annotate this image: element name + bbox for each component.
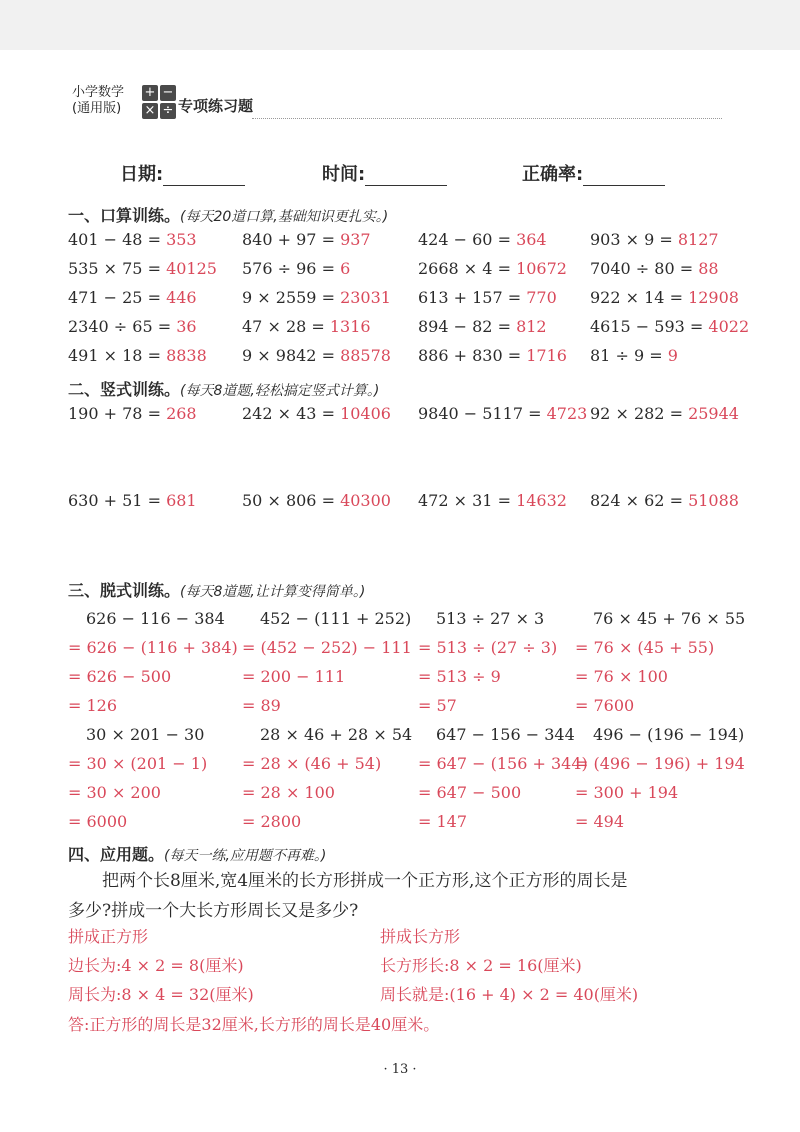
stepwise-problem: [242, 604, 412, 720]
time-label: 时间:: [322, 164, 366, 185]
problem-question: 424 − 60 =: [418, 230, 517, 249]
stepwise-step: = 6000: [68, 812, 128, 831]
stepwise-step: = 200 − 111: [242, 667, 346, 686]
time-field: [322, 160, 447, 186]
section-vertical-title: [68, 377, 379, 400]
stepwise-step: = 89: [242, 696, 281, 715]
problem-item: [590, 230, 719, 249]
section-stepwise-title: [68, 578, 365, 601]
solution-rectangle-heading: 拼成长方形: [380, 927, 461, 946]
problem-question: 401 − 48 =: [68, 230, 167, 249]
problem-answer: 8838: [166, 346, 207, 365]
section-note: (每天一练,应用题不再难。): [164, 848, 327, 864]
problem-item: [590, 288, 739, 307]
section-title-text: 一、口算训练。: [68, 206, 181, 225]
problem-question: 491 × 18 =: [68, 346, 167, 365]
problem-answer: 40300: [340, 491, 391, 510]
problem-answer: 681: [166, 491, 197, 510]
problem-answer: 364: [516, 230, 547, 249]
problem-question: 840 + 97 =: [242, 230, 341, 249]
problem-answer: 36: [176, 317, 197, 336]
problem-row: [68, 346, 748, 375]
minus-icon: −: [160, 85, 176, 101]
problem-item: [590, 491, 739, 510]
accuracy-field: [522, 160, 665, 186]
problem-item: [68, 317, 197, 336]
word-problem-text: [68, 866, 748, 926]
problem-question: 2340 ÷ 65 =: [68, 317, 177, 336]
page-number: · 13 ·: [383, 1062, 417, 1077]
stepwise-step: = 7600: [575, 696, 635, 715]
problem-question: 81 ÷ 9 =: [590, 346, 668, 365]
problem-answer: 6: [340, 259, 351, 278]
problem-answer: 446: [166, 288, 197, 307]
stepwise-problem: [418, 720, 588, 836]
problem-item: [68, 259, 217, 278]
divide-icon: ÷: [160, 103, 176, 119]
section-note: (每天20道口算,基础知识更扎实。): [180, 209, 389, 225]
problem-question: 2668 × 4 =: [418, 259, 517, 278]
plus-icon: +: [142, 85, 158, 101]
problem-item: [590, 346, 678, 365]
problem-question: 824 × 62 =: [590, 491, 689, 510]
stepwise-step: = 300 + 194: [575, 783, 679, 802]
problem-item: [68, 404, 197, 423]
problem-question: 47 × 28 =: [242, 317, 330, 336]
solution-square-heading: 拼成正方形: [68, 927, 149, 946]
problem-question: 903 × 9 =: [590, 230, 678, 249]
problem-question: 630 + 51 =: [68, 491, 167, 510]
problem-answer: 4022: [708, 317, 750, 336]
problem-row: [68, 491, 748, 520]
series-title: 专项练习题: [178, 97, 254, 115]
section-title-text: 四、应用题。: [68, 845, 165, 864]
problem-item: [418, 346, 567, 365]
problem-answer: 23031: [340, 288, 391, 307]
problem-answer: 88: [698, 259, 719, 278]
problem-question: 894 − 82 =: [418, 317, 517, 336]
final-answer: 答:正方形的周长是32厘米,长方形的周长是40厘米。: [68, 1015, 440, 1034]
problem-question: 922 × 14 =: [590, 288, 689, 307]
problem-item: [68, 491, 197, 510]
time-blank: [365, 165, 447, 186]
solution-rectangle-step2: 周长就是:(16 + 4) × 2 = 40(厘米): [380, 985, 639, 1004]
stepwise-step: = 76 × (45 + 55): [575, 638, 715, 657]
stepwise-problem: [68, 720, 207, 836]
problem-row: [68, 259, 748, 288]
problem-answer: 1316: [329, 317, 371, 336]
stepwise-expression: 513 ÷ 27 × 3: [436, 609, 545, 628]
problem-item: [242, 259, 350, 278]
problem-question: 7040 ÷ 80 =: [590, 259, 699, 278]
problem-answer: 51088: [688, 491, 739, 510]
section-oral-title: [68, 203, 388, 226]
problem-item: [68, 346, 207, 365]
stepwise-step: = (452 − 252) − 111: [242, 638, 412, 657]
problem-item: [418, 404, 587, 423]
stepwise-problem: [575, 604, 745, 720]
stepwise-step: = 494: [575, 812, 625, 831]
accuracy-blank: [583, 165, 665, 186]
stepwise-step: = 30 × (201 − 1): [68, 754, 208, 773]
stepwise-expression: 647 − 156 − 344: [436, 725, 575, 744]
problem-item: [242, 404, 391, 423]
stepwise-problem: [68, 604, 238, 720]
solution-square-step2: 周长为:8 × 4 = 32(厘米): [68, 985, 254, 1004]
stepwise-problem: [242, 720, 412, 836]
problem-item: [590, 404, 739, 423]
problem-item: [68, 288, 197, 307]
stepwise-problem: [418, 604, 557, 720]
top-band: [0, 0, 800, 50]
problem-answer: 770: [526, 288, 557, 307]
stepwise-problem: [575, 720, 745, 836]
problem-answer: 40125: [166, 259, 217, 278]
problem-row: [68, 288, 748, 317]
problem-answer: 88578: [340, 346, 391, 365]
stepwise-step: = 513 ÷ 9: [418, 667, 501, 686]
problem-answer: 353: [166, 230, 197, 249]
stepwise-expression: 496 − (196 − 194): [593, 725, 745, 744]
problem-question: 471 − 25 =: [68, 288, 167, 307]
problem-item: [590, 259, 719, 278]
problem-question: 886 + 830 =: [418, 346, 527, 365]
problem-item: [242, 491, 391, 510]
problem-answer: 268: [166, 404, 197, 423]
section-note: (每天8道题,让计算变得简单。): [180, 584, 366, 600]
problem-answer: 14632: [516, 491, 567, 510]
stepwise-step: = 2800: [242, 812, 302, 831]
stepwise-step: = 76 × 100: [575, 667, 668, 686]
problem-question: 576 ÷ 96 =: [242, 259, 341, 278]
problem-answer: 10406: [340, 404, 391, 423]
stepwise-step: = 647 − (156 + 344): [418, 754, 588, 773]
stepwise-expression: 452 − (111 + 252): [260, 609, 412, 628]
header-divider: [252, 118, 722, 119]
problem-answer: 1716: [526, 346, 567, 365]
stepwise-step: = 126: [68, 696, 118, 715]
stepwise-step: = 647 − 500: [418, 783, 522, 802]
problem-row: [68, 317, 748, 346]
problem-question: 190 + 78 =: [68, 404, 167, 423]
problem-answer: 812: [516, 317, 547, 336]
problem-item: [418, 491, 567, 510]
problem-answer: 10672: [516, 259, 567, 278]
problem-question: 4615 − 593 =: [590, 317, 709, 336]
stepwise-step: = (496 − 196) + 194: [575, 754, 745, 773]
problem-row: [68, 404, 748, 433]
problem-item: [242, 317, 371, 336]
multiply-icon: ×: [142, 103, 158, 119]
solution-square: [68, 922, 254, 1009]
problem-question: 613 + 157 =: [418, 288, 527, 307]
problem-item: [590, 317, 749, 336]
problem-answer: 12908: [688, 288, 739, 307]
stepwise-step: = 28 × (46 + 54): [242, 754, 382, 773]
page-header: [72, 85, 722, 125]
date-field: [120, 160, 245, 186]
solution-rectangle: [380, 922, 638, 1009]
stepwise-step: = 57: [418, 696, 457, 715]
problem-item: [242, 346, 391, 365]
operator-icons: [142, 85, 176, 119]
word-problem-line2: 多少?拼成一个大长方形周长又是多少?: [68, 901, 359, 921]
problem-question: 50 × 806 =: [242, 491, 341, 510]
solution-square-step1: 边长为:4 × 2 = 8(厘米): [68, 956, 244, 975]
stepwise-step: = 147: [418, 812, 468, 831]
stepwise-step: = 626 − (116 + 384): [68, 638, 238, 657]
problem-item: [418, 259, 567, 278]
problem-question: 9840 − 5117 =: [418, 404, 547, 423]
solution-rectangle-step1: 长方形长:8 × 2 = 16(厘米): [380, 956, 582, 975]
section-word-problem-title: [68, 842, 326, 865]
word-problem-line1: 把两个长8厘米,宽4厘米的长方形拼成一个正方形,这个正方形的周长是: [102, 871, 628, 891]
problem-item: [418, 288, 557, 307]
section-title-text: 二、竖式训练。: [68, 380, 181, 399]
date-blank: [163, 165, 245, 186]
problem-question: 472 × 31 =: [418, 491, 517, 510]
accuracy-label: 正确率:: [522, 164, 584, 185]
stepwise-step: = 626 − 500: [68, 667, 172, 686]
problem-question: 9 × 9842 =: [242, 346, 341, 365]
problem-question: 242 × 43 =: [242, 404, 341, 423]
stepwise-step: = 513 ÷ (27 ÷ 3): [418, 638, 558, 657]
section-title-text: 三、脱式训练。: [68, 581, 181, 600]
problem-item: [418, 230, 547, 249]
book-title-line1: 小学数学: [72, 85, 125, 100]
problem-row: [68, 230, 748, 259]
problem-answer: 25944: [688, 404, 739, 423]
problem-item: [242, 230, 371, 249]
date-label: 日期:: [120, 164, 164, 185]
problem-item: [68, 230, 197, 249]
stepwise-expression: 76 × 45 + 76 × 55: [593, 609, 746, 628]
book-title: [72, 85, 124, 117]
problem-answer: 937: [340, 230, 371, 249]
problem-question: 92 × 282 =: [590, 404, 689, 423]
stepwise-step: = 30 × 200: [68, 783, 161, 802]
stepwise-step: = 28 × 100: [242, 783, 335, 802]
stepwise-expression: 30 × 201 − 30: [86, 725, 205, 744]
stepwise-expression: 28 × 46 + 28 × 54: [260, 725, 413, 744]
problem-item: [418, 317, 547, 336]
book-title-line2: (通用版): [72, 101, 122, 116]
problem-answer: 4723: [546, 404, 588, 423]
problem-answer: 9: [667, 346, 678, 365]
problem-question: 9 × 2559 =: [242, 288, 341, 307]
stepwise-expression: 626 − 116 − 384: [86, 609, 225, 628]
section-note: (每天8道题,轻松搞定竖式计算。): [180, 383, 380, 399]
problem-item: [242, 288, 391, 307]
problem-question: 535 × 75 =: [68, 259, 167, 278]
problem-answer: 8127: [677, 230, 719, 249]
